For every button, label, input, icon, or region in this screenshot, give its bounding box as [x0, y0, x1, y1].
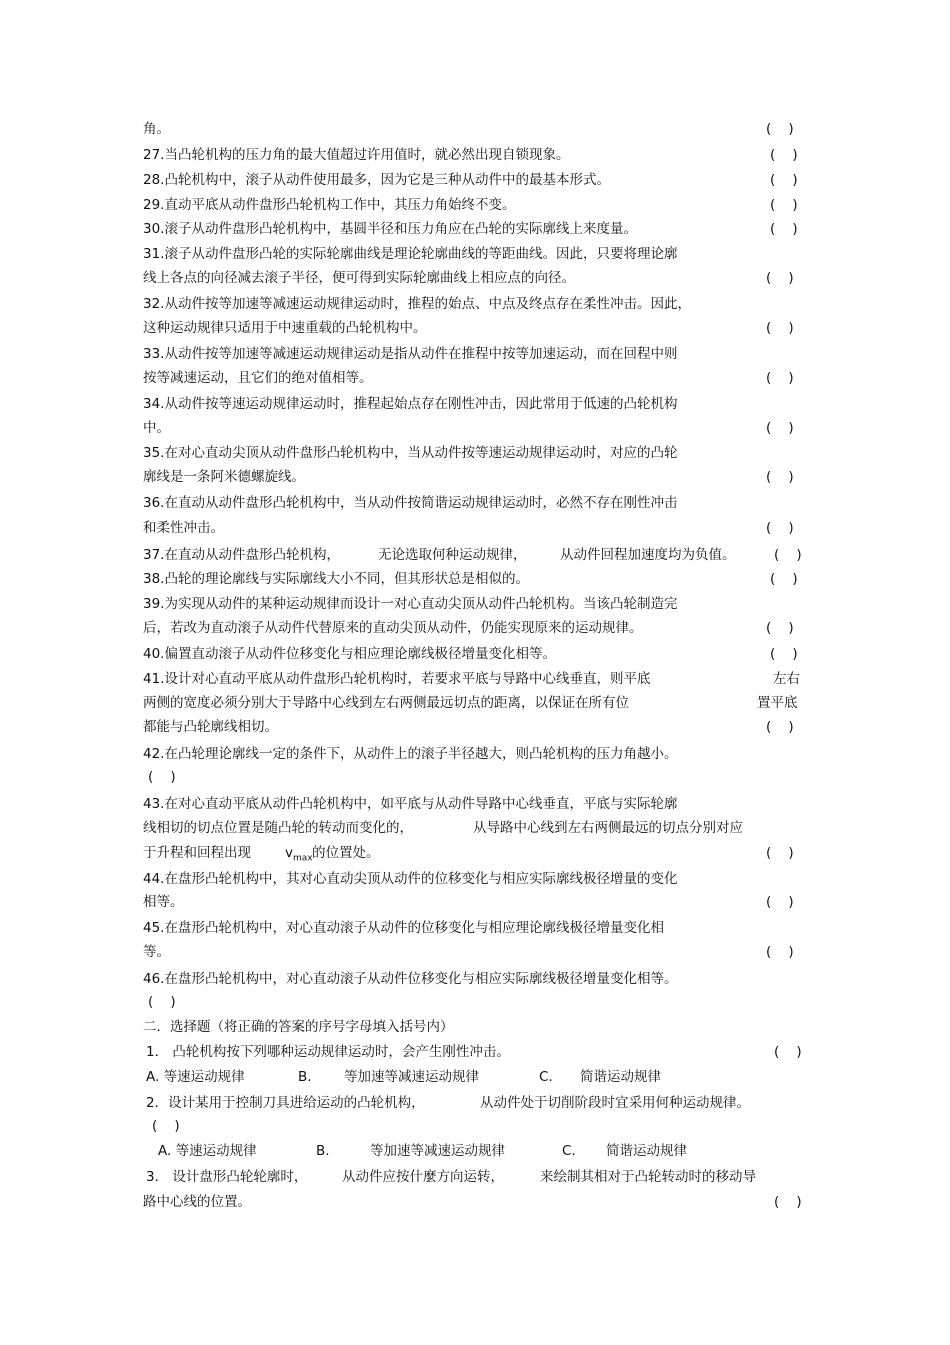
question-27: 27.当凸轮机构的压力角的最大值超过许用值时，就必然出现自锁现象。	[143, 147, 570, 163]
choice-2-option-c-label: C.	[562, 1143, 576, 1159]
question-35-line1: 35.在对心直动尖顶从动件盘形凸轮机构中，当从动件按等速运动规律运动时，对应的凸轮	[143, 445, 678, 461]
question-32-line1: 32.从动件按等加速等减速运动规律运动时，推程的始点、中点及终点存在柔性冲击。因此，	[143, 296, 691, 312]
question-41-line2-right: 置平底	[757, 695, 798, 711]
answer-bracket: ( )	[774, 1044, 802, 1060]
answer-bracket: ( )	[148, 769, 176, 785]
question-28: 28.凸轮机构中，滚子从动件使用最多，因为它是三种从动件中的最基本形式。	[143, 172, 610, 188]
question-32-line2: 这种运动规律只适用于中速重载的凸轮机构中。	[143, 320, 427, 336]
answer-bracket: ( )	[766, 469, 794, 485]
choice-2-option-b-label: B.	[316, 1143, 330, 1159]
answer-bracket: ( )	[770, 571, 798, 587]
answer-bracket: ( )	[766, 719, 794, 735]
answer-bracket: ( )	[774, 547, 802, 563]
question-46: 46.在盘形凸轮机构中，对心直动滚子从动件位移变化与相应实际廓线极径增量变化相等。	[143, 971, 678, 987]
question-43-line2-part1: 线相切的切点位置是随凸轮的转动而变化的，	[143, 820, 413, 836]
question-37-part1: 37.在直动从动件盘形凸轮机构，	[143, 547, 340, 563]
choice-2-option-b: 等加速等减速运动规律	[370, 1143, 505, 1159]
question-33-line1: 33.从动件按等加速等减速运动规律运动是指从动件在推程中按等加速运动，而在回程中则	[143, 346, 678, 362]
question-37-part3: 从动件回程加速度均为负值。	[560, 547, 736, 563]
question-36-line1: 36.在直动从动件盘形凸轮机构中，当从动件按简谐运动规律运动时，必然不存在刚性冲击	[143, 495, 678, 511]
choice-2-option-a: A. 等速运动规律	[158, 1143, 257, 1159]
answer-bracket: ( )	[766, 520, 794, 536]
question-45-line1: 45.在盘形凸轮机构中，对心直动滚子从动件的位移变化与相应理论廓线极径增量变化相	[143, 920, 664, 936]
question-43-line3-part2: 的位置处。	[312, 845, 380, 861]
question-35-line2: 廓线是一条阿米德螺旋线。	[143, 469, 305, 485]
choice-3-part2: 从动件应按什麼方向运转，	[342, 1169, 504, 1185]
answer-bracket: ( )	[770, 197, 798, 213]
choice-3-part1: 3． 设计盘形凸轮轮廓时，	[146, 1169, 308, 1185]
question-33-line2: 按等减速运动，且它们的绝对值相等。	[143, 370, 373, 386]
max-subscript: max	[293, 853, 313, 864]
answer-bracket: ( )	[766, 420, 794, 436]
question-29: 29.直动平底从动件盘形凸轮机构工作中，其压力角始终不变。	[143, 197, 516, 213]
answer-bracket: ( )	[766, 270, 794, 286]
answer-bracket: ( )	[766, 121, 794, 137]
question-43-line3-part1: 于升程和回程出现	[143, 845, 251, 861]
answer-bracket: ( )	[770, 646, 798, 662]
answer-bracket: ( )	[774, 1194, 802, 1210]
q26-tail: 角。	[143, 121, 170, 137]
answer-bracket: ( )	[766, 944, 794, 960]
answer-bracket: ( )	[770, 172, 798, 188]
question-40: 40.偏置直动滚子从动件位移变化与相应理论廓线极径增量变化相等。	[143, 646, 556, 662]
question-44-line1: 44.在盘形凸轮机构中，其对心直动尖顶从动件的位移变化与相应实际廓线极径增量的变化	[143, 871, 678, 887]
section-2-title: 二．选择题（将正确的答案的序号字母填入括号内）	[143, 1019, 454, 1035]
question-44-line2: 相等。	[143, 894, 184, 910]
answer-bracket: ( )	[766, 320, 794, 336]
choice-2-option-c: 简谐运动规律	[606, 1143, 687, 1159]
question-41-line1-right: 左右	[773, 671, 800, 687]
answer-bracket: ( )	[148, 994, 176, 1010]
choice-1-option-b-label: B.	[298, 1069, 312, 1085]
answer-bracket: ( )	[766, 845, 794, 861]
choice-1-option-b: 等加速等减速运动规律	[344, 1069, 479, 1085]
choice-2-part2: 从动件处于切削阶段时宜采用何种运动规律。	[480, 1095, 750, 1111]
choice-3-line2: 路中心线的位置。	[143, 1194, 251, 1210]
answer-bracket: ( )	[766, 894, 794, 910]
question-31-line1: 31.滚子从动件盘形凸轮的实际轮廓曲线是理论轮廓曲线的等距曲线。因此，只要将理论廓	[143, 246, 678, 262]
choice-1: 1． 凸轮机构按下列哪种运动规律运动时，会产生刚性冲击。	[146, 1044, 510, 1060]
choice-1-option-a: A. 等速运动规律	[146, 1069, 245, 1085]
question-38: 38.凸轮的理论廓线与实际廓线大小不同，但其形状总是相似的。	[143, 571, 529, 587]
question-41-line3: 都能与凸轮廓线相切。	[143, 719, 278, 735]
question-41-line2: 两侧的宽度必须分别大于导路中心线到左右两侧最远切点的距离，以保证在所有位	[143, 695, 629, 711]
choice-2-part1: 2．设计某用于控制刀具进给运动的凸轮机构，	[146, 1095, 425, 1111]
answer-bracket: ( )	[766, 370, 794, 386]
choice-3-part3: 来绘制其相对于凸轮转动时的移动导	[540, 1169, 756, 1185]
question-37-part2: 无论选取何种运动规律，	[378, 547, 527, 563]
answer-bracket: ( )	[766, 620, 794, 636]
choice-1-option-c-label: C.	[539, 1069, 553, 1085]
question-31-line2: 线上各点的向径减去滚子半径，便可得到实际轮廓曲线上相应点的向径。	[143, 270, 575, 286]
question-43-line1: 43.在对心直动平底从动件凸轮机构中，如平底与从动件导路中心线垂直，平底与实际轮廓	[143, 796, 678, 812]
answer-bracket: ( )	[770, 221, 798, 237]
question-30: 30.滚子从动件盘形凸轮机构中，基圆半径和压力角应在凸轮的实际廓线上来度量。	[143, 221, 637, 237]
answer-bracket: ( )	[770, 147, 798, 163]
question-45-line2: 等。	[143, 944, 170, 960]
vmax-symbol	[285, 844, 313, 868]
question-39-line2: 后，若改为直动滚子从动件代替原来的直动尖顶从动件，仍能实现原来的运动规律。	[143, 620, 643, 636]
question-43-line2-part2: 从导路中心线到左右两侧最远的切点分别对应	[473, 820, 743, 836]
question-36-line2: 和柔性冲击。	[143, 520, 224, 536]
answer-bracket: ( )	[152, 1118, 180, 1134]
question-41-line1: 41.设计对心直动平底从动件盘形凸轮机构时，若要求平底与导路中心线垂直，则平底	[143, 671, 651, 687]
choice-1-option-c: 简谐运动规律	[580, 1069, 661, 1085]
v-symbol: v	[285, 845, 293, 861]
question-34-line2: 中。	[143, 420, 170, 436]
question-42: 42.在凸轮理论廓线一定的条件下，从动件上的滚子半径越大，则凸轮机构的压力角越小。	[143, 746, 678, 762]
question-39-line1: 39.为实现从动件的某种运动规律而设计一对心直动尖顶从动件凸轮机构。当该凸轮制造完	[143, 596, 678, 612]
question-34-line1: 34.从动件按等速运动规律运动时，推程起始点存在刚性冲击，因此常用于低速的凸轮机构	[143, 396, 678, 412]
